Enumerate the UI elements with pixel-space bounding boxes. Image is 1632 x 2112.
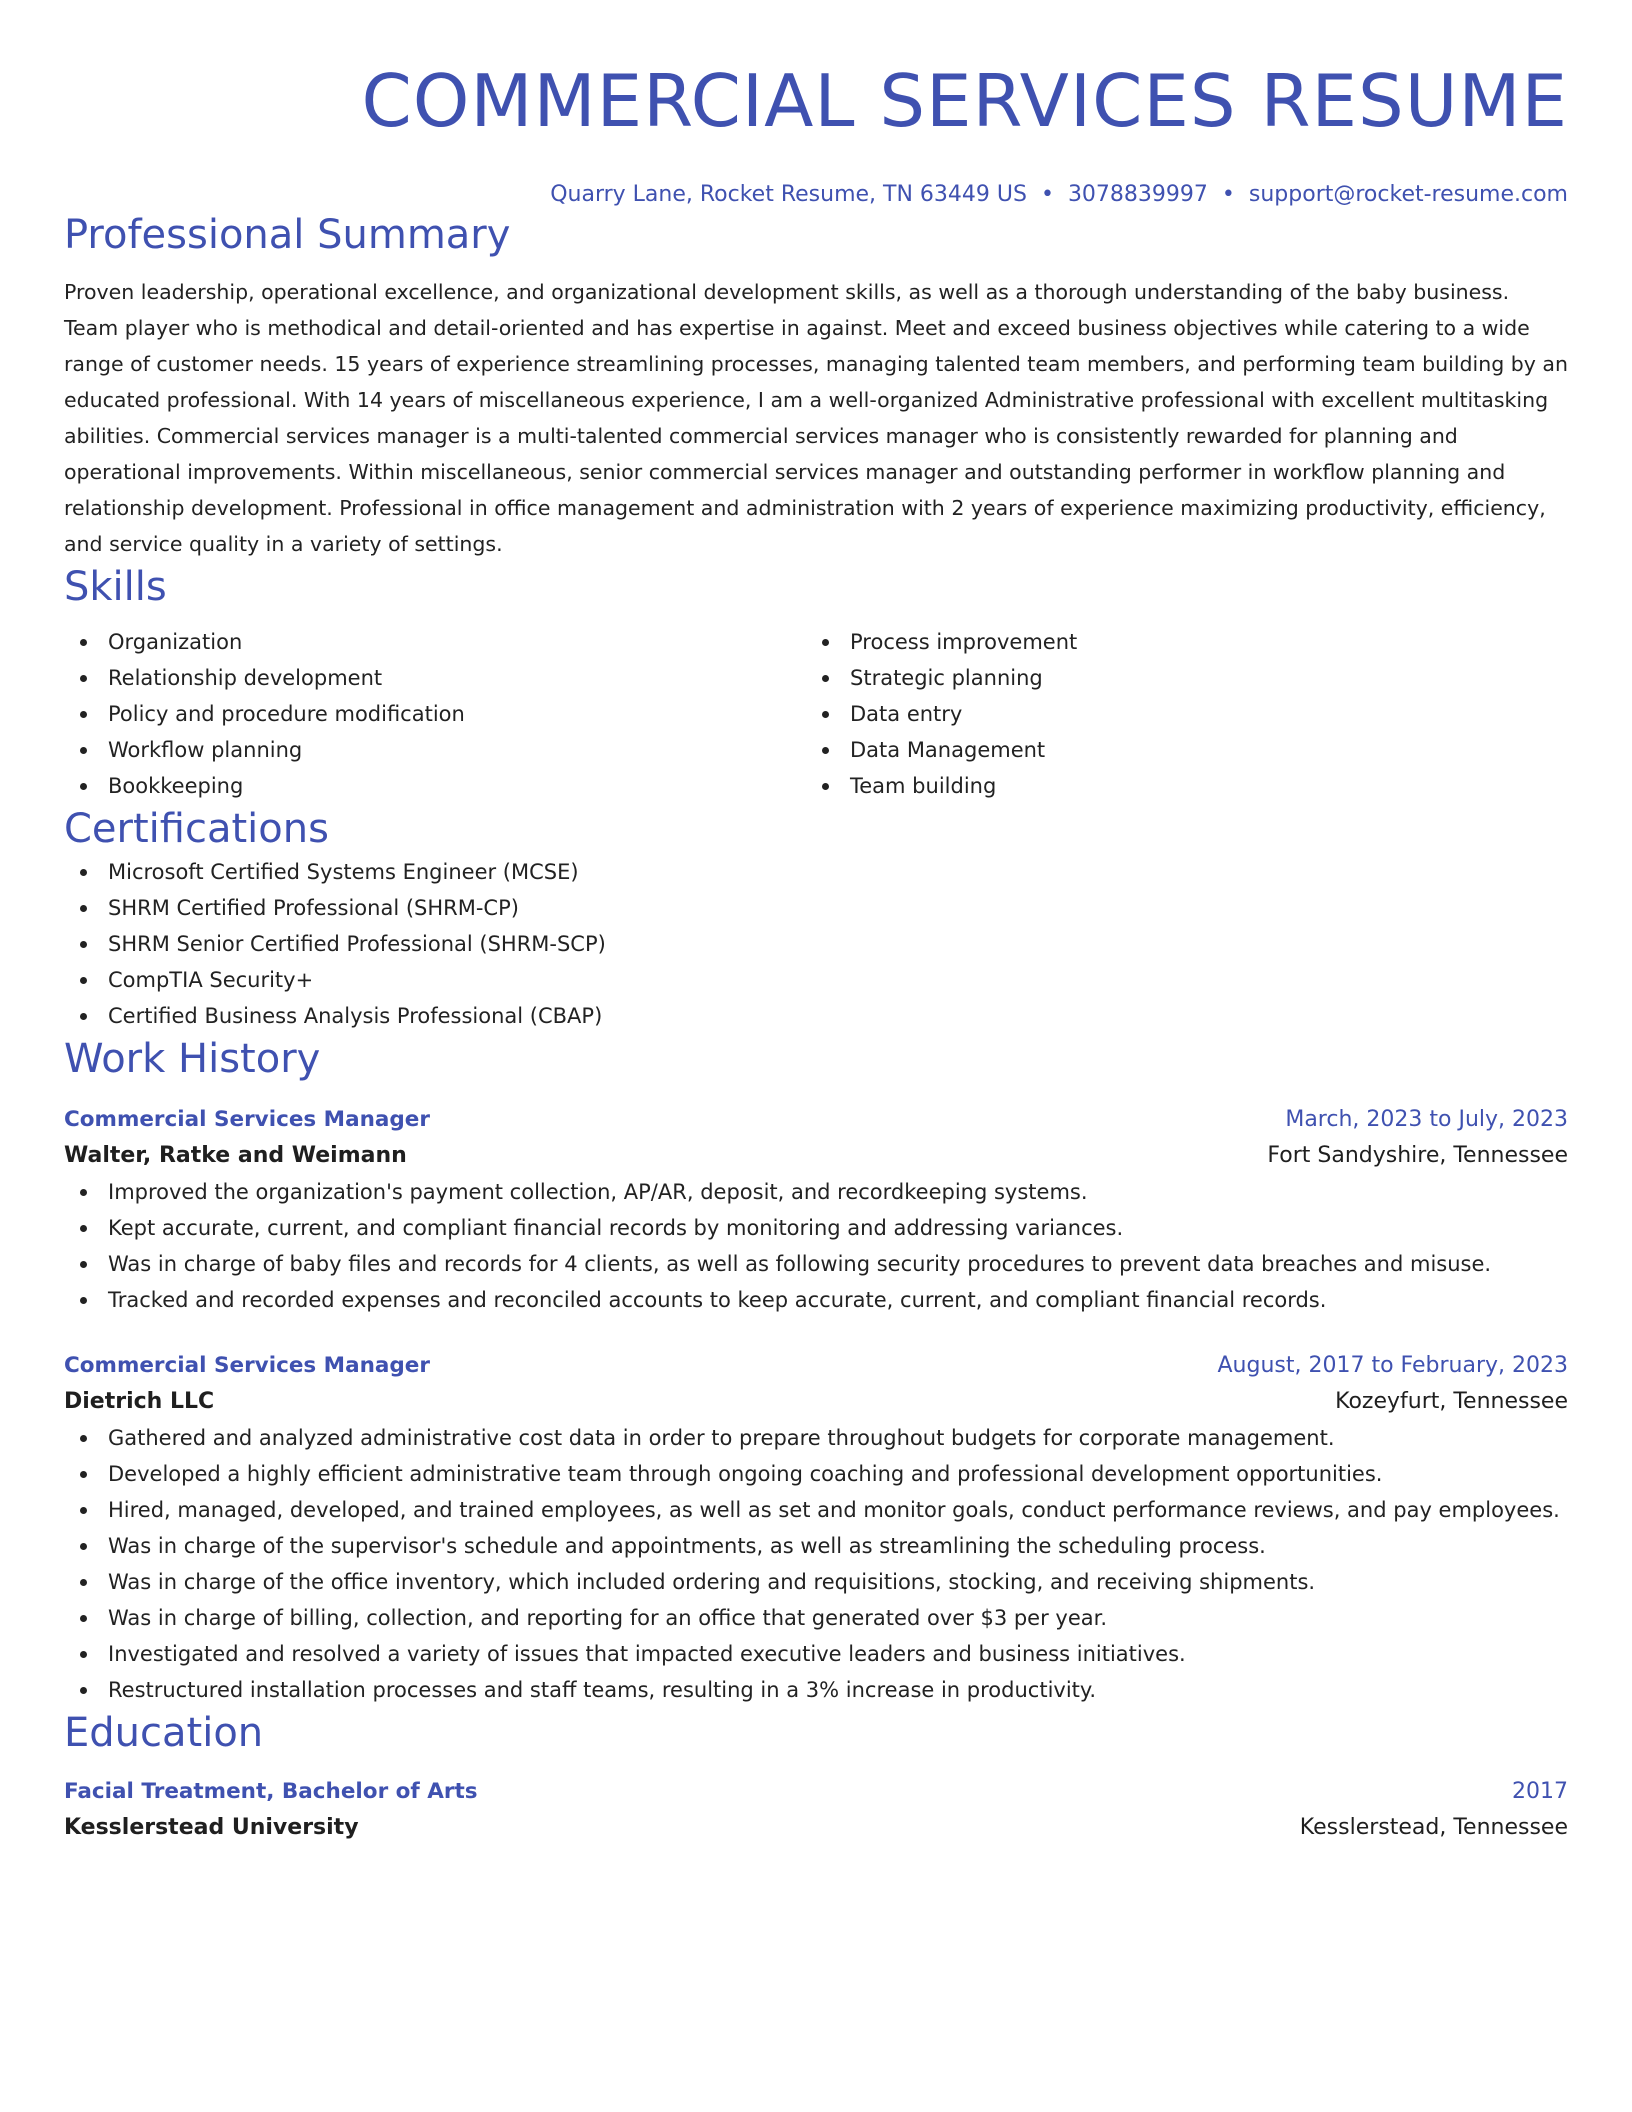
skill-item: Team building xyxy=(806,768,1548,804)
job-bullet-list xyxy=(64,1420,1568,1708)
contact-address: Quarry Lane, Rocket Resume, TN 63449 US xyxy=(550,182,1027,207)
skill-item: Bookkeeping xyxy=(64,768,806,804)
education-degree: Facial Treatment, Bachelor of Arts xyxy=(64,1779,478,1804)
skill-item: Workflow planning xyxy=(64,732,806,768)
job-company: Walter, Ratke and Weimann xyxy=(64,1143,407,1168)
job-title: Commercial Services Manager xyxy=(64,1107,430,1132)
skills-grid xyxy=(64,624,1568,804)
skill-item: Organization xyxy=(64,624,806,660)
job-bullet-list xyxy=(64,1174,1568,1318)
education-heading: Education xyxy=(64,1710,264,1756)
certification-item: Microsoft Certified Systems Engineer (MCSE) xyxy=(64,854,1568,890)
certifications-list xyxy=(64,854,1568,1034)
skills-list-right xyxy=(806,624,1548,804)
job-title: Commercial Services Manager xyxy=(64,1353,430,1378)
certification-item: Certified Business Analysis Professional (CBAP) xyxy=(64,998,1568,1034)
resume-title: COMMERCIAL SERVICES RESUME xyxy=(361,59,1568,143)
certification-item: CompTIA Security+ xyxy=(64,962,1568,998)
job-bullet: Was in charge of billing, collection, and reporting for an office that generated over $3 per year. xyxy=(64,1600,1568,1636)
contact-separator: • xyxy=(1221,182,1235,207)
education-year: 2017 xyxy=(1512,1779,1568,1804)
contact-phone: 3078839997 xyxy=(1067,182,1208,207)
contact-separator: • xyxy=(1040,182,1054,207)
summary-heading: Professional Summary xyxy=(64,212,511,258)
skill-item: Data entry xyxy=(806,696,1548,732)
contact-email: support@rocket-resume.com xyxy=(1248,182,1568,207)
job-bullet: Was in charge of the office inventory, which included ordering and requisitions, stocking, and receiving shipments. xyxy=(64,1564,1568,1600)
job-title-row xyxy=(64,1348,1568,1384)
skill-item: Data Management xyxy=(806,732,1548,768)
job-company: Dietrich LLC xyxy=(64,1389,215,1414)
certifications-heading: Certifications xyxy=(64,806,329,852)
education-school: Kesslerstead University xyxy=(64,1815,359,1840)
contact-line xyxy=(64,180,1568,210)
skill-item: Process improvement xyxy=(806,624,1548,660)
education-school-row xyxy=(64,1810,1568,1846)
skill-item: Policy and procedure modification xyxy=(64,696,806,732)
skills-heading: Skills xyxy=(64,564,167,610)
education-degree-row xyxy=(64,1774,1568,1810)
job-bullet: Developed a highly efficient administrative team through ongoing coaching and professional development opportunities. xyxy=(64,1456,1568,1492)
job-dates: August, 2017 to February, 2023 xyxy=(1217,1353,1568,1378)
job-entry xyxy=(64,1348,1568,1708)
job-dates: March, 2023 to July, 2023 xyxy=(1285,1107,1568,1132)
skill-item: Relationship development xyxy=(64,660,806,696)
skills-list-left xyxy=(64,624,806,804)
job-bullet: Tracked and recorded expenses and reconciled accounts to keep accurate, current, and compliant financial records. xyxy=(64,1282,1568,1318)
job-location: Kozeyfurt, Tennessee xyxy=(1335,1389,1568,1414)
job-bullet: Kept accurate, current, and compliant financial records by monitoring and addressing variances. xyxy=(64,1210,1568,1246)
job-bullet: Was in charge of baby files and records for 4 clients, as well as following security procedures to prevent data breaches and misuse. xyxy=(64,1246,1568,1282)
work-history-heading: Work History xyxy=(64,1036,321,1082)
job-location: Fort Sandyshire, Tennessee xyxy=(1267,1143,1568,1168)
certification-item: SHRM Senior Certified Professional (SHRM-SCP) xyxy=(64,926,1568,962)
education-entry xyxy=(64,1774,1568,1846)
job-bullet: Gathered and analyzed administrative cost data in order to prepare throughout budgets for corporate management. xyxy=(64,1420,1568,1456)
job-bullet: Improved the organization's payment collection, AP/AR, deposit, and recordkeeping systems. xyxy=(64,1174,1568,1210)
job-bullet: Was in charge of the supervisor's schedule and appointments, as well as streamlining the scheduling process. xyxy=(64,1528,1568,1564)
certification-item: SHRM Certified Professional (SHRM-CP) xyxy=(64,890,1568,926)
job-bullet: Hired, managed, developed, and trained employees, as well as set and monitor goals, conduct performance reviews, and pay employees. xyxy=(64,1492,1568,1528)
summary-text: Proven leadership, operational excellence, and organizational development skills, as well as a thorough understanding of the baby business. Team player who is methodical and detail-oriented and has expertise in against. Meet and exceed business objectives while catering to a wide range of customer needs. 15 years of experience streamlining processes, managing talented team members, and performing team building by an educated professional. With 14 years of miscellaneous experience, I am a well-organized Administrative professional with excellent multitasking abilities. Commercial services manager is a multi-talented commercial services manager who is consistently rewarded for planning and operational improvements. Within miscellaneous, senior commercial services manager and outstanding performer in workflow planning and relationship development. Professional in office management and administration with 2 years of experience maximizing productivity, efficiency, and service quality in a variety of settings. xyxy=(64,280,1568,556)
job-entry xyxy=(64,1102,1568,1318)
education-location: Kesslerstead, Tennessee xyxy=(1299,1815,1568,1840)
job-bullet: Restructured installation processes and staff teams, resulting in a 3% increase in productivity. xyxy=(64,1672,1568,1708)
job-title-row xyxy=(64,1102,1568,1138)
job-bullet: Investigated and resolved a variety of issues that impacted executive leaders and business initiatives. xyxy=(64,1636,1568,1672)
job-company-row xyxy=(64,1384,1568,1420)
job-company-row xyxy=(64,1138,1568,1174)
skill-item: Strategic planning xyxy=(806,660,1548,696)
